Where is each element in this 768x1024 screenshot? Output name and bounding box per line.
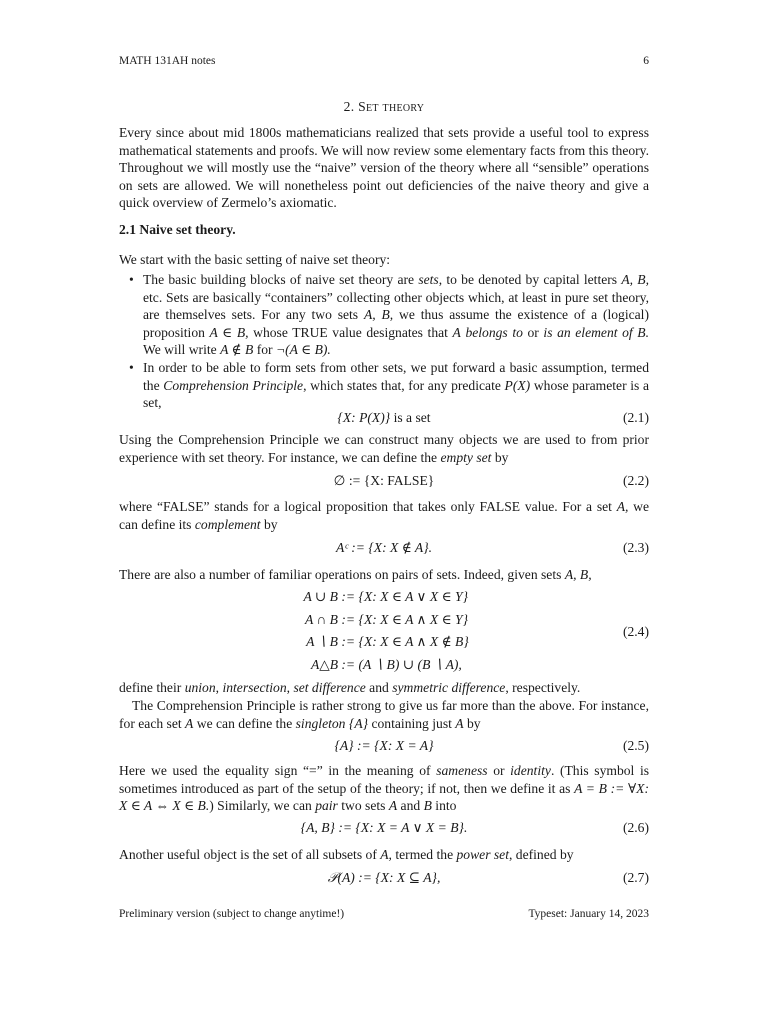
paragraph-operations: There are also a number of familiar operations on pairs of sets. Indeed, given sets A, B, bbox=[119, 567, 592, 582]
list-item: • The basic building blocks of naive set theory are sets, to be denoted by capital letters A, B, etc. Sets are basically “containers” collecting other objects which, at least in pure set theory, are themselves sets. For any two sets A, B, we thus assume the existence of a (logical) proposition A ∈ B, whose TRUE value designates that A belongs to or is an element of B. We will write A ∉ B for ¬(A ∈ B). bbox=[129, 272, 649, 358]
equation-number: (2.2) bbox=[622, 473, 649, 488]
footer-typeset-date: Typeset: January 14, 2023 bbox=[528, 908, 649, 920]
page-number: 6 bbox=[643, 55, 649, 67]
paragraph-comprehension-strong: The Comprehension Principle is rather strong to give us far more than the above. For instance, for each set A we can define the singleton {A} containing just A by bbox=[119, 698, 649, 731]
equation-number: (2.3) bbox=[622, 540, 649, 555]
equation-2-1: {X: P(X)} is a set (2.1) bbox=[337, 410, 649, 425]
equation-2-7: 𝒫(A) := {X: X ⊆ A}, (2.7) bbox=[327, 870, 649, 885]
paragraph-define: define their union, intersection, set difference and symmetric difference, respectively. bbox=[119, 680, 581, 695]
equation-number: (2.6) bbox=[622, 820, 649, 835]
paragraph-equality: Here we used the equality sign “=” in the meaning of sameness or identity. (This symbol is sometimes introduced as part of the setup of the theory; if not, then we define it as A = B := ∀X: X ∈ A ⇔ X ∈ B.) Similarly, we can pair two sets A and B into bbox=[119, 763, 650, 814]
footer-note: Preliminary version (subject to change anytime!) bbox=[119, 908, 345, 920]
bullet-icon: • bbox=[129, 359, 134, 375]
equation-row: A ∖ B := {X: X ∈ A ∧ X ∉ B} bbox=[306, 634, 469, 650]
paragraph-false: where “FALSE” stands for a logical proposition that takes only FALSE value. For a set A, we can define its complement by bbox=[119, 499, 650, 532]
paragraph-comprehension: Using the Comprehension Principle we can construct many objects we are used to from prior experience with set theory. For instance, we can define the empty set by bbox=[119, 432, 649, 465]
equation-2-3: Aᶜ := {X: X ∉ A}. (2.3) bbox=[335, 540, 649, 555]
equation-number: (2.1) bbox=[622, 410, 649, 425]
list-item: • In order to be able to form sets from other sets, we put forward a basic assumption, termed the Comprehension Principle, which states that, for any predicate P(X) whose parameter is a set, bbox=[129, 359, 649, 411]
equation-2-5: {A} := {X: X = A} (2.5) bbox=[334, 738, 649, 753]
equation-number: (2.5) bbox=[622, 738, 649, 753]
bullet-list bbox=[119, 271, 649, 412]
lead-sentence: We start with the basic setting of naive set theory: bbox=[119, 252, 391, 267]
section-heading bbox=[119, 99, 649, 115]
equation-2-2: ∅ := {X: FALSE} (2.2) bbox=[333, 473, 649, 488]
equation-2-4 bbox=[290, 586, 469, 676]
equation-row: A△B := (A ∖ B) ∪ (B ∖ A), bbox=[310, 656, 462, 672]
paragraph-power-set: Another useful object is the set of all subsets of A, termed the power set, defined by bbox=[119, 847, 574, 862]
intro-paragraph: Every since about mid 1800s mathematicians realized that sets provide a useful tool to express mathematical statements and proofs. We will now review some elementary facts from this theory. Throughout we will mostly use the “naive” version of the theory where all “sensible” operations on sets are allowed. We will nonetheless point out deficiencies of the naive theory and give a quick overview of Zermelo’s axiomatic. bbox=[119, 125, 649, 211]
bullet-icon: • bbox=[129, 272, 134, 287]
section-number: 2. bbox=[343, 99, 355, 114]
equation-row: A ∪ B := {X: X ∈ A ∨ X ∈ Y} bbox=[303, 589, 469, 604]
equation-number: (2.4) bbox=[622, 624, 649, 639]
equation-row: A ∩ B := {X: X ∈ A ∧ X ∈ Y} bbox=[305, 611, 469, 627]
running-header-title: MATH 131AH notes bbox=[119, 55, 216, 67]
equation-number: (2.7) bbox=[622, 870, 649, 885]
section-title: Set theory bbox=[358, 99, 425, 114]
equation-2-6: {A, B} := {X: X = A ∨ X = B}. (2.6) bbox=[300, 820, 649, 835]
subsection-heading: 2.1 Naive set theory. bbox=[119, 222, 236, 237]
